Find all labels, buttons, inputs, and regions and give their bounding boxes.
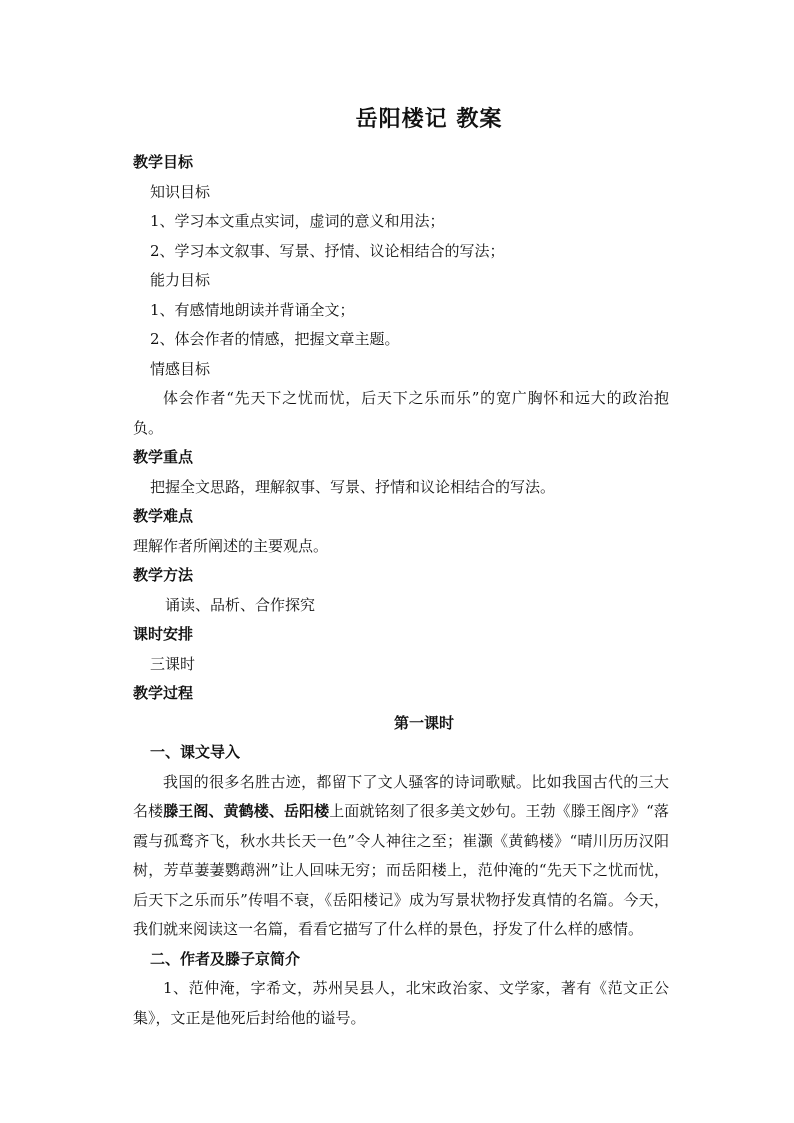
part2-heading: 二、作者及滕子京简介 (150, 949, 301, 968)
lesson-title: 第一课时 (393, 713, 454, 732)
section-heading-goals: 教学目标 (133, 153, 194, 171)
tower-name-tengwang: 滕王阁 (163, 802, 209, 820)
part1-paragraph (133, 768, 669, 945)
methods-text: 诵读、品析、合作探究 (165, 595, 316, 614)
part1-heading: 一、课文导入 (150, 743, 241, 761)
ability-goal-item: 1、有感情地朗读并背诵全文； (150, 300, 355, 319)
ability-goal-item: 2、体会作者的情感，把握文章主题。 (150, 330, 400, 348)
part1-text-a: 我国的很多名胜古迹，都留下了文人骚客的诗词歌赋。比如我国古代的三大名楼 (133, 772, 669, 820)
tower-separator: 、 (208, 802, 224, 820)
section-heading-process: 教学过程 (133, 684, 194, 702)
knowledge-goal-item: 2、学习本文叙事、写景、抒情、议论相结合的写法； (150, 241, 505, 260)
knowledge-goal-label: 知识目标 (150, 182, 211, 201)
section-heading-methods: 教学方法 (133, 566, 194, 584)
difficulties-text: 理解作者所阐述的主要观点。 (133, 536, 329, 555)
ability-goal-label: 能力目标 (150, 271, 211, 289)
tower-separator: 、 (268, 802, 284, 820)
part1-text-b: 上面就铭刻了很多美文妙句。王勃《滕王阁序》“落霞与孤鹜齐飞，秋水共长天一色”令人神往之至；崔灏《黄鹤楼》“晴川历历汉阳树，芳草萋萋鹦鹉洲”让人回味无穷；而岳阳楼上，范仲淹的“先天下之忧而忧，后天下之乐而乐”传唱不衰，《岳阳楼记》成为写景状物抒发真情的名篇。今天，我们就来阅读这一名篇，看看它描写了什么样的景色，抒发了什么样的感情。 (133, 802, 669, 938)
section-heading-schedule: 课时安排 (133, 625, 194, 643)
document-title: 岳阳楼记 教案 (355, 106, 503, 132)
document-body (133, 102, 669, 1033)
emotion-goal-label: 情感目标 (150, 359, 211, 378)
key-points-text: 把握全文思路，理解叙事、写景、抒情和议论相结合的写法。 (150, 477, 556, 496)
section-heading-key-points: 教学重点 (133, 448, 194, 466)
knowledge-goal-item: 1、学习本文重点实词，虚词的意义和用法； (150, 212, 445, 230)
part2-paragraph: 1、范仲淹，字希文，苏州吴县人，北宋政治家、文学家，著有《范文正公集》，文正是他死后封给他的谥号。 (133, 979, 669, 1027)
emotion-goal-text: 体会作者“先天下之忧而忧，后天下之乐而乐”的宽广胸怀和远大的政治抱负。 (133, 389, 669, 437)
tower-name-huanghe: 黄鹤楼 (223, 802, 269, 820)
schedule-text: 三课时 (150, 654, 196, 673)
section-heading-difficulties: 教学难点 (133, 507, 194, 525)
tower-name-yueyang: 岳阳楼 (283, 802, 330, 820)
